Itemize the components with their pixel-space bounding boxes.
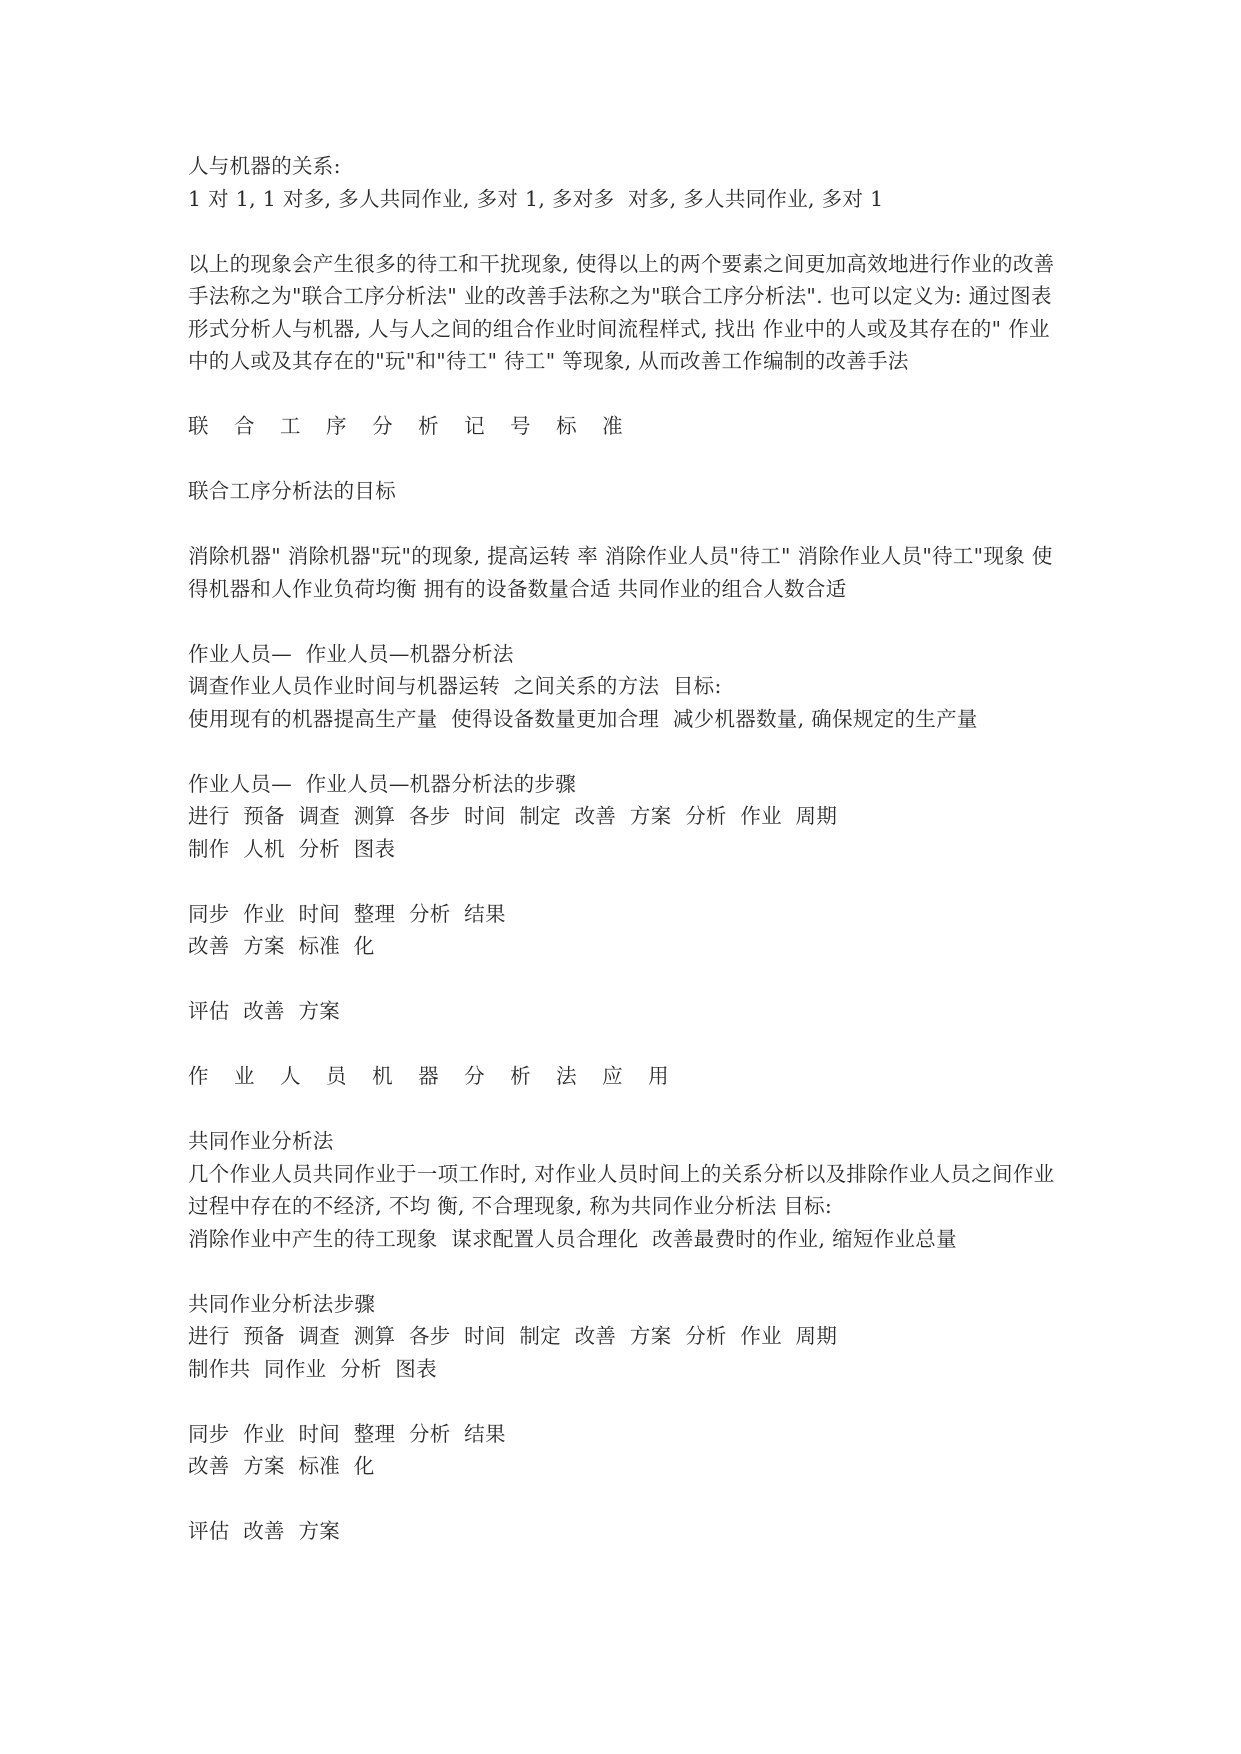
spacer — [188, 963, 1068, 996]
spacer — [188, 1255, 1068, 1288]
joint-goals: 消除作业中产生的待工现象 谋求配置人员合理化 改善最费时的作业, 缩短作业总量 — [188, 1226, 957, 1251]
man-machine-goals: 使用现有的机器提高生产量 使得设备数量更加合理 减少机器数量, 确保规定的生产量 — [188, 706, 978, 731]
spacer — [188, 443, 1068, 476]
spacer — [188, 215, 1068, 248]
spacer — [188, 605, 1068, 638]
man-machine-heading: 作业人员— 作业人员—机器分析法 — [188, 641, 514, 666]
symbol-standard-heading: 联 合 工 序 分 析 记 号 标 准 — [188, 414, 633, 438]
joint-step: 制作共 同作业 分析 图表 — [188, 1356, 437, 1381]
spacer — [188, 1028, 1068, 1061]
spacer — [188, 1483, 1068, 1516]
relation-line: 1 对 1, 1 对多, 多人共同作业, 多对 1, 多对多 对多, 多人共同作业, 多对 1 — [188, 186, 884, 211]
spacer — [188, 378, 1068, 411]
spacer — [188, 1385, 1068, 1418]
man-machine-step: 同步 作业 时间 整理 分析 结果 — [188, 901, 506, 926]
objective-paragraph: 消除机器" 消除机器"玩"的现象, 提高运转 率 消除作业人员"待工" 消除作业人员"待工"现象 使得机器和人作业负荷均衡 拥有的设备数量合适 共同作业的组合人数合适 — [188, 544, 1053, 601]
document-body — [188, 150, 1068, 1548]
joint-step: 评估 改善 方案 — [188, 1519, 341, 1543]
man-machine-step: 制作 人机 分析 图表 — [188, 836, 396, 861]
man-machine-steps-heading: 作业人员— 作业人员—机器分析法的步骤 — [188, 771, 577, 796]
joint-paragraph: 几个作业人员共同作业于一项工作时, 对作业人员时间上的关系分析以及排除作业人员之间作业过程中存在的不经济, 不均 衡, 不合理现象, 称为共同作业分析法 目标: — [188, 1161, 1055, 1218]
joint-step: 改善 方案 标准 化 — [188, 1454, 375, 1478]
man-machine-definition: 调查作业人员作业时间与机器运转 之间关系的方法 目标: — [188, 674, 722, 698]
intro-paragraph: 以上的现象会产生很多的待工和干扰现象, 使得以上的两个要素之间更加高效地进行作业的改善手法称之为"联合工序分析法" 业的改善手法称之为"联合工序分析法". 也可以定义为: 通过图表形式分析人与机器, 人与人之间的组合作业时间流程样式, 找出 作业中的人或及其存在的" 作业中的人或及其存在的"玩"和"待工" 待工" 等现象, 从而改善工作编制的改善手法 — [188, 251, 1055, 373]
joint-step: 同步 作业 时间 整理 分析 结果 — [188, 1421, 506, 1446]
joint-steps-heading: 共同作业分析法步骤 — [188, 1291, 376, 1316]
application-heading: 作 业 人 员 机 器 分 析 法 应 用 — [188, 1064, 679, 1088]
man-machine-step: 改善 方案 标准 化 — [188, 934, 375, 958]
spacer — [188, 865, 1068, 898]
relation-title: 人与机器的关系: — [188, 154, 341, 178]
man-machine-step: 进行 预备 调查 测算 各步 时间 制定 改善 方案 分析 作业 周期 — [188, 804, 838, 828]
spacer — [188, 1093, 1068, 1126]
joint-step: 进行 预备 调查 测算 各步 时间 制定 改善 方案 分析 作业 周期 — [188, 1324, 838, 1348]
joint-heading: 共同作业分析法 — [188, 1129, 334, 1153]
spacer — [188, 735, 1068, 768]
man-machine-step: 评估 改善 方案 — [188, 999, 341, 1023]
objective-heading: 联合工序分析法的目标 — [188, 479, 396, 503]
spacer — [188, 508, 1068, 541]
